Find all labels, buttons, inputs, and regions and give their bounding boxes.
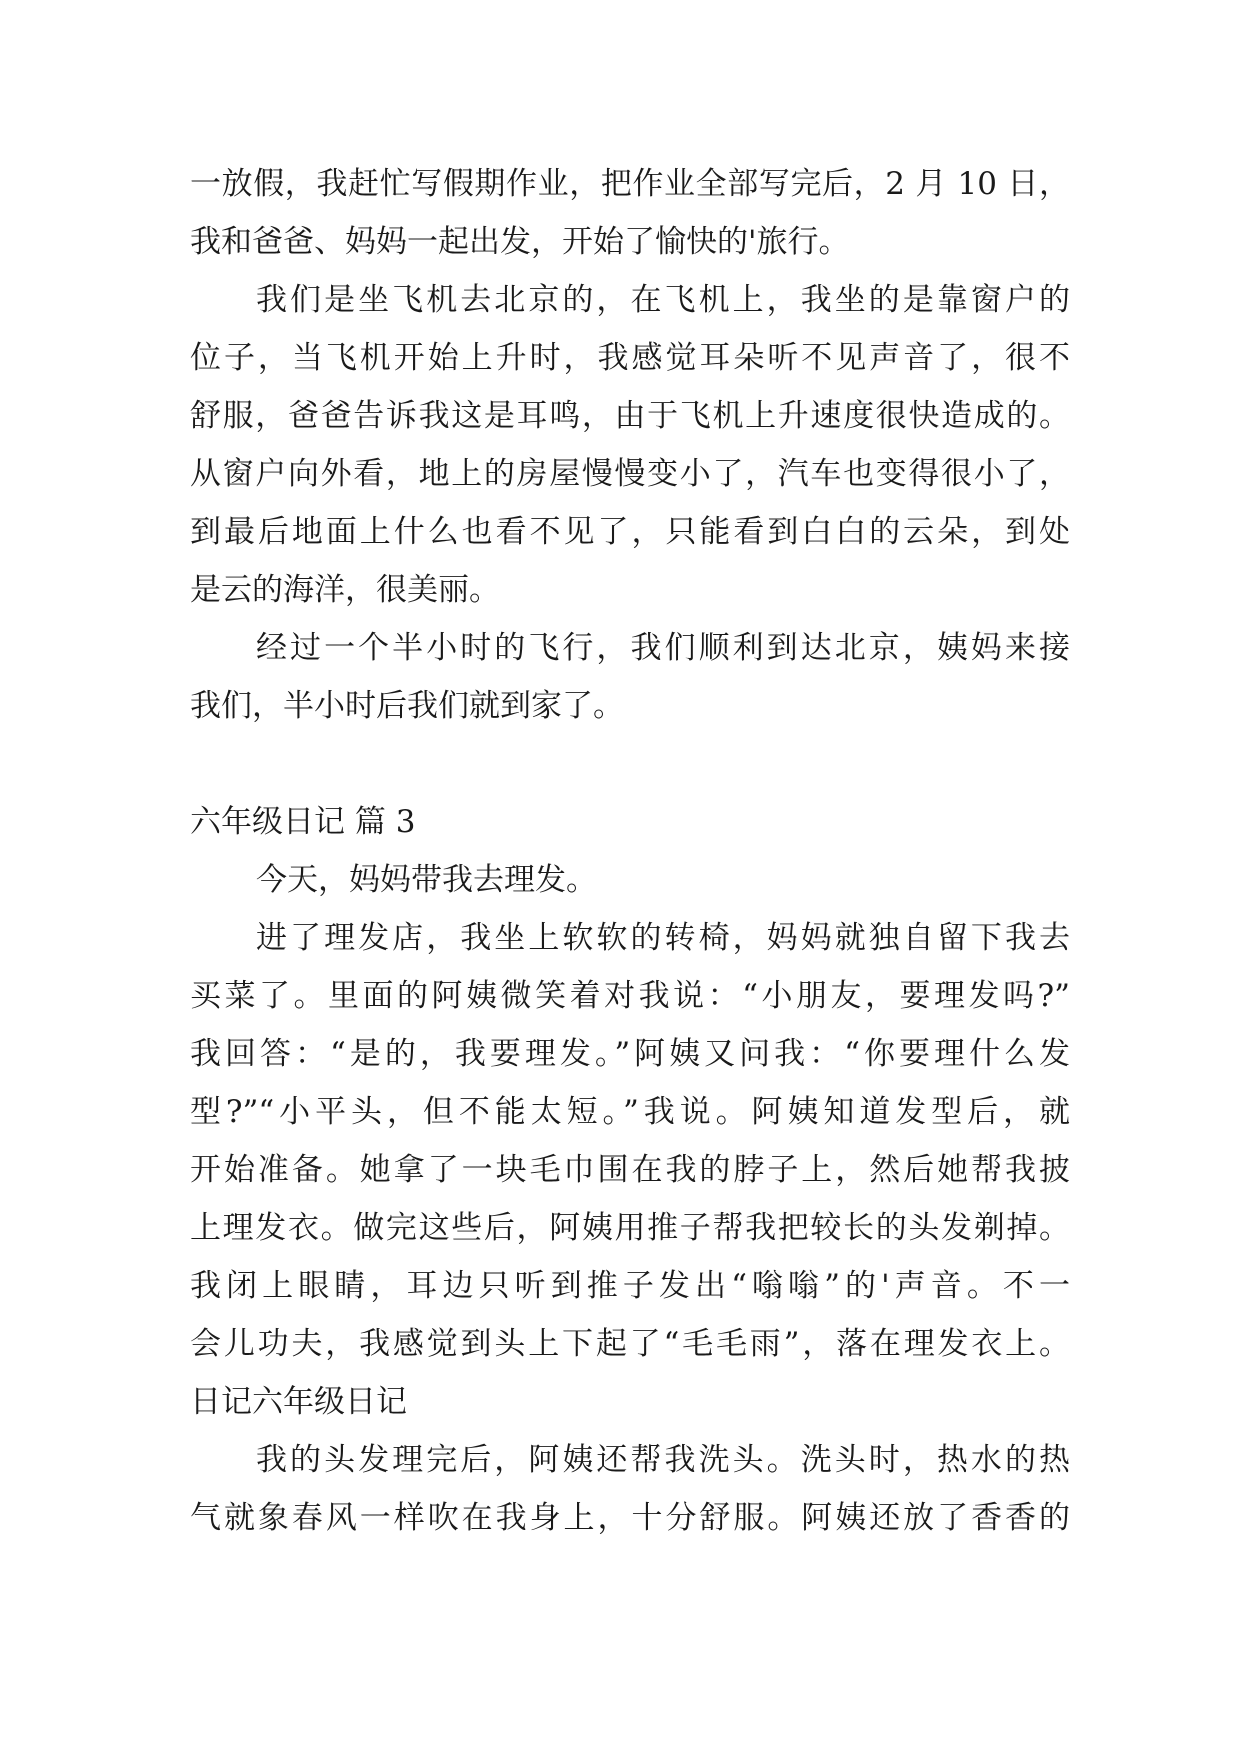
paragraph (190, 155, 1070, 271)
paragraph (190, 271, 1070, 619)
text-line: 气就象春风一样吹在我身上，十分舒服。阿姨还放了香香的 (190, 1500, 1070, 1536)
paragraph (190, 1431, 1070, 1547)
text-line: 我们是坐飞机去北京的，在飞机上，我坐的是靠窗户的 (256, 282, 1070, 318)
section-spacer (190, 735, 1070, 793)
text-line: 我回答：“是的，我要理发。”阿姨又问我：“你要理什么发 (190, 1036, 1070, 1072)
text-line: 日记六年级日记 (190, 1384, 407, 1420)
text-line: 型?”“小平头，但不能太短。”我说。阿姨知道发型后，就 (190, 1094, 1070, 1130)
text-line: 是云的海洋，很美丽。 (190, 572, 500, 608)
document-body (190, 155, 1070, 1547)
text-line: 进了理发店，我坐上软软的转椅，妈妈就独自留下我去 (256, 920, 1070, 956)
text-line: 我闭上眼睛，耳边只听到推子发出“嗡嗡”的'声音。不一 (190, 1268, 1070, 1304)
paragraph (190, 851, 1070, 909)
text-line: 开始准备。她拿了一块毛巾围在我的脖子上，然后她帮我披 (190, 1152, 1070, 1188)
text-line: 会儿功夫，我感觉到头上下起了“毛毛雨”，落在理发衣上。 (190, 1326, 1070, 1362)
text-line: 位子，当飞机开始上升时，我感觉耳朵听不见声音了，很不 (190, 340, 1070, 376)
text-line: 舒服，爸爸告诉我这是耳鸣，由于飞机上升速度很快造成的。 (190, 398, 1070, 434)
text-line: 我和爸爸、妈妈一起出发，开始了愉快的'旅行。 (190, 224, 850, 260)
section-heading: 六年级日记 篇 3 (190, 804, 416, 840)
text-line: 今天，妈妈带我去理发。 (256, 862, 597, 898)
text-line: 我们，半小时后我们就到家了。 (190, 688, 624, 724)
text-line: 从窗户向外看，地上的房屋慢慢变小了，汽车也变得很小了， (190, 456, 1070, 492)
paragraph (190, 619, 1070, 735)
text-line: 到最后地面上什么也看不见了，只能看到白白的云朵，到处 (190, 514, 1070, 550)
text-line: 一放假，我赶忙写假期作业，把作业全部写完后，2 月 10 日， (190, 166, 1070, 202)
text-line: 经过一个半小时的飞行，我们顺利到达北京，姨妈来接 (256, 630, 1070, 666)
paragraph (190, 909, 1070, 1431)
text-line: 我的头发理完后，阿姨还帮我洗头。洗头时，热水的热 (256, 1442, 1070, 1478)
text-line: 买菜了。里面的阿姨微笑着对我说：“小朋友，要理发吗?” (190, 978, 1070, 1014)
text-line: 上理发衣。做完这些后，阿姨用推子帮我把较长的头发剃掉。 (190, 1210, 1070, 1246)
